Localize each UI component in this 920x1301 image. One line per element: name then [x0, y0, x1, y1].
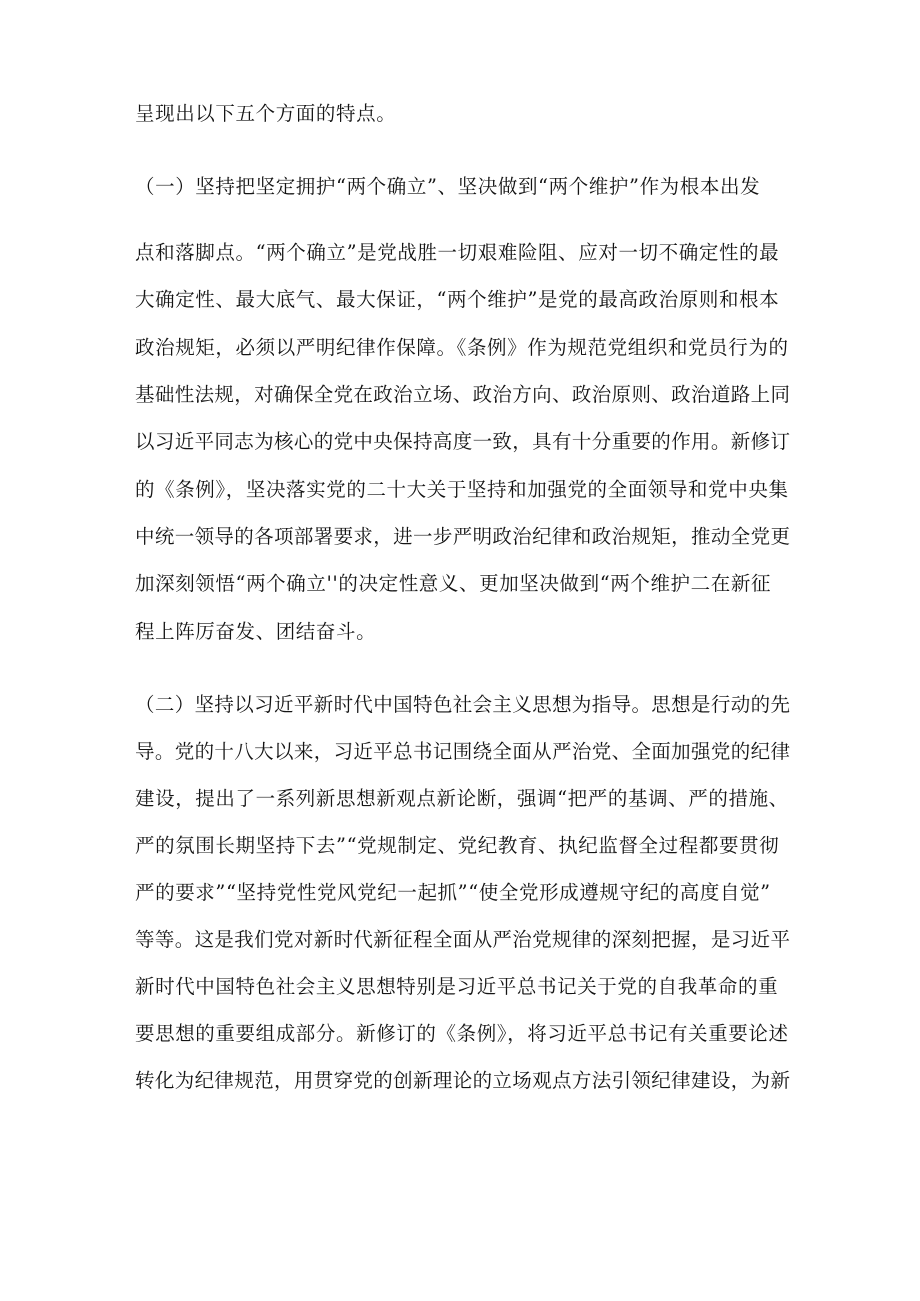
paragraph-line: 大确定性、最大底气、最大保证，“两个维护”是党的最高政治原则和根本 — [135, 288, 780, 311]
paragraph-line: 导。党的十八大以来，习近平总书记围绕全面从严治党、全面加强党的纪律 — [135, 740, 791, 763]
paragraph-line: 政治规矩，必须以严明纪律作保障。《条例》作为规范党组织和党员行为的 — [135, 336, 789, 359]
paragraph-line: 新时代中国特色社会主义思想特别是习近平总书记关于党的自我革命的重 — [135, 975, 779, 998]
paragraph-line: （一）坚持把坚定拥护“两个确立”、坚决做到“两个维护”作为根本出发 — [135, 175, 761, 198]
paragraph-line: 严的氛围长期坚持下去”“党规制定、党纪教育、执纪监督全过程都要贯彻 — [135, 834, 780, 857]
paragraph-line: （二）坚持以习近平新时代中国特色社会主义思想为指导。思想是行动的先 — [135, 693, 791, 716]
paragraph-line: 点和落脚点。“两个确立”是党战胜一切艰难险阻、应对一切不确定性的最 — [135, 241, 780, 264]
paragraph-line: 要思想的重要组成部分。新修订的《条例》，将习近平总书记有关重要论述 — [135, 1022, 789, 1045]
paragraph-line: 转化为纪律规范，用贯穿党的创新理论的立场观点方法引领纪律建设，为新 — [135, 1069, 791, 1092]
paragraph-line: 基础性法规，对确保全党在政治立场、政治方向、政治原则、政治道路上同 — [135, 383, 791, 406]
paragraph-line: 中统一领导的各项部署要求，进一步严明政治纪律和政治规矩，推动全党更 — [135, 525, 791, 548]
intro-line: 呈现出以下五个方面的特点。 — [135, 102, 397, 125]
paragraph-line: 的《条例》，坚决落实党的二十大关于坚持和加强党的全面领导和党中央集 — [135, 478, 789, 501]
paragraph-line: 等等。这是我们党对新时代新征程全面从严治党规律的深刻把握，是习近平 — [135, 928, 791, 951]
paragraph-line: 加深刻领悟“两个确立''的决定性意义、更加坚决做到“两个维护二在新征 — [135, 572, 772, 595]
paragraph-line: 以习近平同志为核心的党中央保持高度一致，具有十分重要的作用。新修订 — [135, 430, 791, 453]
paragraph-line: 严的要求”“坚持党性党风党纪一起抓”“使全党形成遵规守纪的高度自觉” — [135, 881, 771, 904]
paragraph-line: 程上阵厉奋发、团结奋斗。 — [135, 620, 377, 643]
paragraph-line: 建设，提出了一系列新思想新观点新论断，强调“把严的基调、严的措施、 — [135, 787, 789, 810]
